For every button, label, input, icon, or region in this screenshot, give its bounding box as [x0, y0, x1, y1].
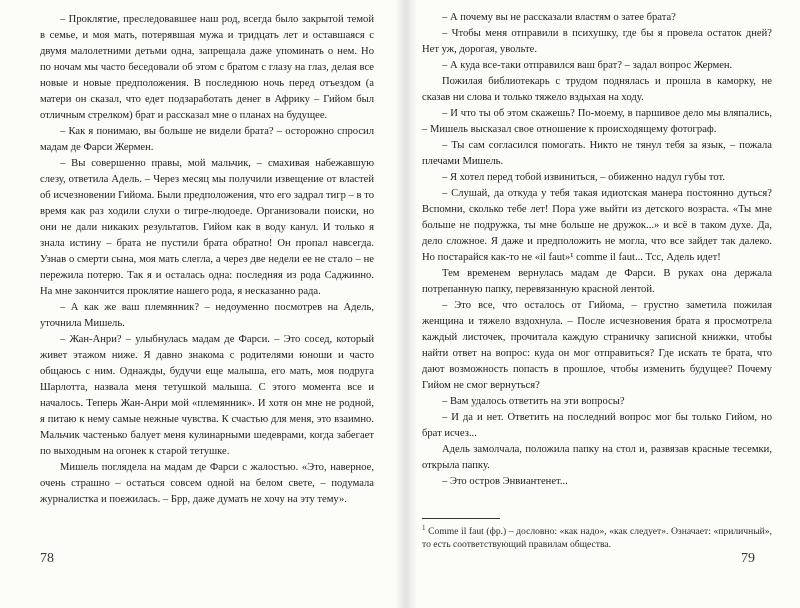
- paragraph: – Ты сам согласился помогать. Никто не тянул тебя за язык, – пожала плечами Мишель.: [422, 140, 772, 167]
- paragraph: – Как я понимаю, вы больше не видели брата? – осторожно спросил мадам де Фарси Жермен.: [40, 126, 374, 153]
- paragraph: – И да и нет. Ответить на последний вопрос мог бы только Гийом, но брат исчез...: [422, 412, 772, 439]
- page-number: 78: [40, 551, 54, 566]
- paragraph: – Это остров Энвиантенет...: [442, 476, 568, 487]
- paragraph: – Вы совершенно правы, мой мальчик, – смахивая набежавшую слезу, ответила Адель. – Через месяц мы получили извещение от властей об исчезновении Гийома. Были предположения, что его задрал тигр – в то время как раз ходили слухи о тигре-людоеде. Организовали поиски, но они не дали никаких результатов. Гийом как в воду канул. И только я знала истину – брата не пустили брата обратно! Он пропал навсегда. Узнав о смерти сына, моя мать слегла, а через две недели ее не стало – не пережила потерю. Так я и осталась одна: последняя из рода Саджинно. На мне закончится проклятие нашего рода, я несказанно рада.: [40, 158, 374, 297]
- paragraph: Мишель поглядела на мадам де Фарси с жалостью. «Это, наверное, очень страшно – остаться совсем одной на белом свете, – подумала журналистка и поежилась. – Брр, даже думать не хочу на эту тему».: [40, 462, 374, 505]
- footnote: [422, 522, 772, 551]
- footnote-text: Comme il faut (фр.) – дословно: «как надо», «как следует». Означает: «приличный», то есть соответствующий правилам общества.: [422, 526, 772, 550]
- paragraph: Пожилая библиотекарь с трудом поднялась и прошла в каморку, не сказав ни слова и только тяжело вздыхая на ходу.: [422, 76, 772, 103]
- paragraph: – Я хотел перед тобой извиниться, – обиженно надул губы тот.: [442, 172, 726, 183]
- paragraph: – Это все, что осталось от Гийома, – грустно заметила пожилая женщина и тяжело вздохнула. – После исчезновения брата я просмотрела каждый листочек, прочитала каждую страничку записной книжки, чтобы найти ответ на вопрос: куда он мог отправиться? Где искать те брата, что дают возможность попасть в прошлое, чтобы изменить будущее? Почему Гийом не смог вернуться?: [422, 300, 772, 391]
- footnote-marker: 1: [422, 524, 426, 532]
- paragraph: Тем временем вернулась мадам де Фарси. В руках она держала потрепанную папку, перевязанную красной лентой.: [422, 268, 772, 295]
- paragraph: – А почему вы не рассказали властям о затее брата?: [442, 12, 676, 23]
- book-gutter: [395, 0, 417, 608]
- paragraph: – И что ты об этом скажешь? По-моему, в паршивое дело мы вляпались, – Мишель высказал свое отношение к происходящему фотограф.: [422, 108, 772, 135]
- paragraph: – Жан-Анри? – улыбнулась мадам де Фарси. – Это сосед, который живет этажом ниже. Я давно знакома с родителями юноши и часто общаюсь с ним. Однажды, будучи еще малыша, его мать, моя подруга Шарлотта, назвала меня тетушкой малыша. С этого момента все и началось. Теперь Жан-Анри мой «племянник». И хотя он мне не родной, я питаю к нему самые нежные чувства. К счастью для меня, это взаимно. Мальчик частенько балует меня кулинарными шедеврами, когда забегает по выходным на огонек к старой тетушке.: [40, 334, 374, 457]
- footnote-divider: [422, 518, 500, 519]
- page-number: 79: [741, 551, 755, 566]
- paragraph: – Вам удалось ответить на эти вопросы?: [442, 396, 625, 407]
- paragraph: Адель замолчала, положила папку на стол и, развязав красные тесемки, открыла папку.: [422, 444, 772, 471]
- paragraph: – Проклятие, преследовавшее наш род, всегда было закрытой темой в семье, и моя мать, потерявшая мужа и тридцать лет и оставшаяся с двумя малолетними детьми одна, запрещала даже упоминать о нем. Но по ночам мы часто беседовали об этом с братом с глазу на глаз, делая все новые и новые предположения. В последнюю ночь перед отъездом (а матери он сказал, что едет подзаработать денег в Африку – Гийом был отличным стрелком) брат и рассказал мне о планах на будущее.: [40, 14, 374, 121]
- paragraph: – Чтобы меня отправили в психушку, где бы я провела остаток дней? Нет уж, дорогая, увольте.: [422, 28, 772, 55]
- right-page: [405, 0, 800, 608]
- right-page-text: [422, 10, 772, 490]
- paragraph: – Слушай, да откуда у тебя такая идиотская манера постоянно дуться? Вспомни, сколько тебе лет! Пора уже выйти из детского возраста. «Ты мне больше не подружка, ты мне больше не дружок...» и всё в таком духе. Да, дело сложное. Я даже и предположить не могла, что все зайдет так далеко. Но постарайся как-то не «il faut»¹ comme il faut... Тсс, Адель идет!: [422, 188, 772, 263]
- paragraph: – А куда все-таки отправился ваш брат? – задал вопрос Жермен.: [442, 60, 733, 71]
- paragraph: – А как же ваш племянник? – недоуменно посмотрев на Адель, уточнила Мишель.: [40, 302, 374, 329]
- left-page-text: [40, 12, 374, 508]
